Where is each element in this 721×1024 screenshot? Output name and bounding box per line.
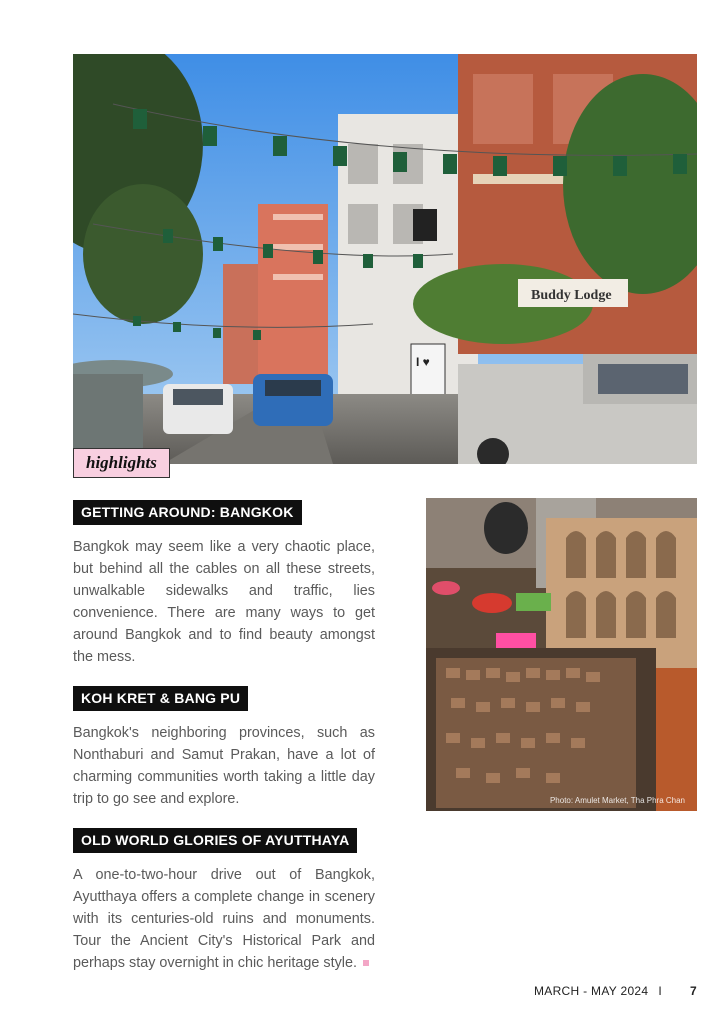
love-sign: I ♥ xyxy=(416,355,430,369)
section-heading: GETTING AROUND: BANGKOK xyxy=(73,500,302,525)
issue-label: MARCH - MAY 2024 xyxy=(533,984,649,998)
section-heading: KOH KRET & BANG PU xyxy=(73,686,248,711)
section-body-text: A one-to-two-hour drive out of Bangkok, Ayutthaya offers a complete change in scenery with its centuries-old ruins and monuments. Tour the Ancient City's Historical Park and perhaps stay overnight in chic heritage style. xyxy=(73,867,375,971)
section-body xyxy=(73,864,375,974)
page-number: 7 xyxy=(690,984,697,998)
market-photo xyxy=(426,498,697,811)
section-ayutthaya xyxy=(73,828,375,974)
section-body: Bangkok may seem like a very chaotic place, but behind all the cables on all these streets, unwalkable sidewalks and traffic, lies convenience. There are many ways to get around Bangkok and to find beauty amongst the mess. xyxy=(73,539,375,665)
end-mark xyxy=(363,960,369,966)
section-heading: OLD WORLD GLORIES OF AYUTTHAYA xyxy=(73,828,357,853)
section-body: Bangkok's neighboring provinces, such as Nonthaburi and Samut Prakan, have a lot of charming communities worth taking a little day trip to go see and explore. xyxy=(73,725,375,807)
hotel-sign: Buddy Lodge xyxy=(531,288,612,303)
footer-separator: I xyxy=(658,984,663,998)
highlights-tag: highlights xyxy=(73,448,170,478)
hero-photo xyxy=(73,54,697,464)
section-koh-kret xyxy=(73,686,375,810)
photo-caption: Photo: Amulet Market, Tha Phra Chan xyxy=(549,796,685,805)
section-getting-around xyxy=(73,500,375,668)
page-footer xyxy=(534,984,697,998)
